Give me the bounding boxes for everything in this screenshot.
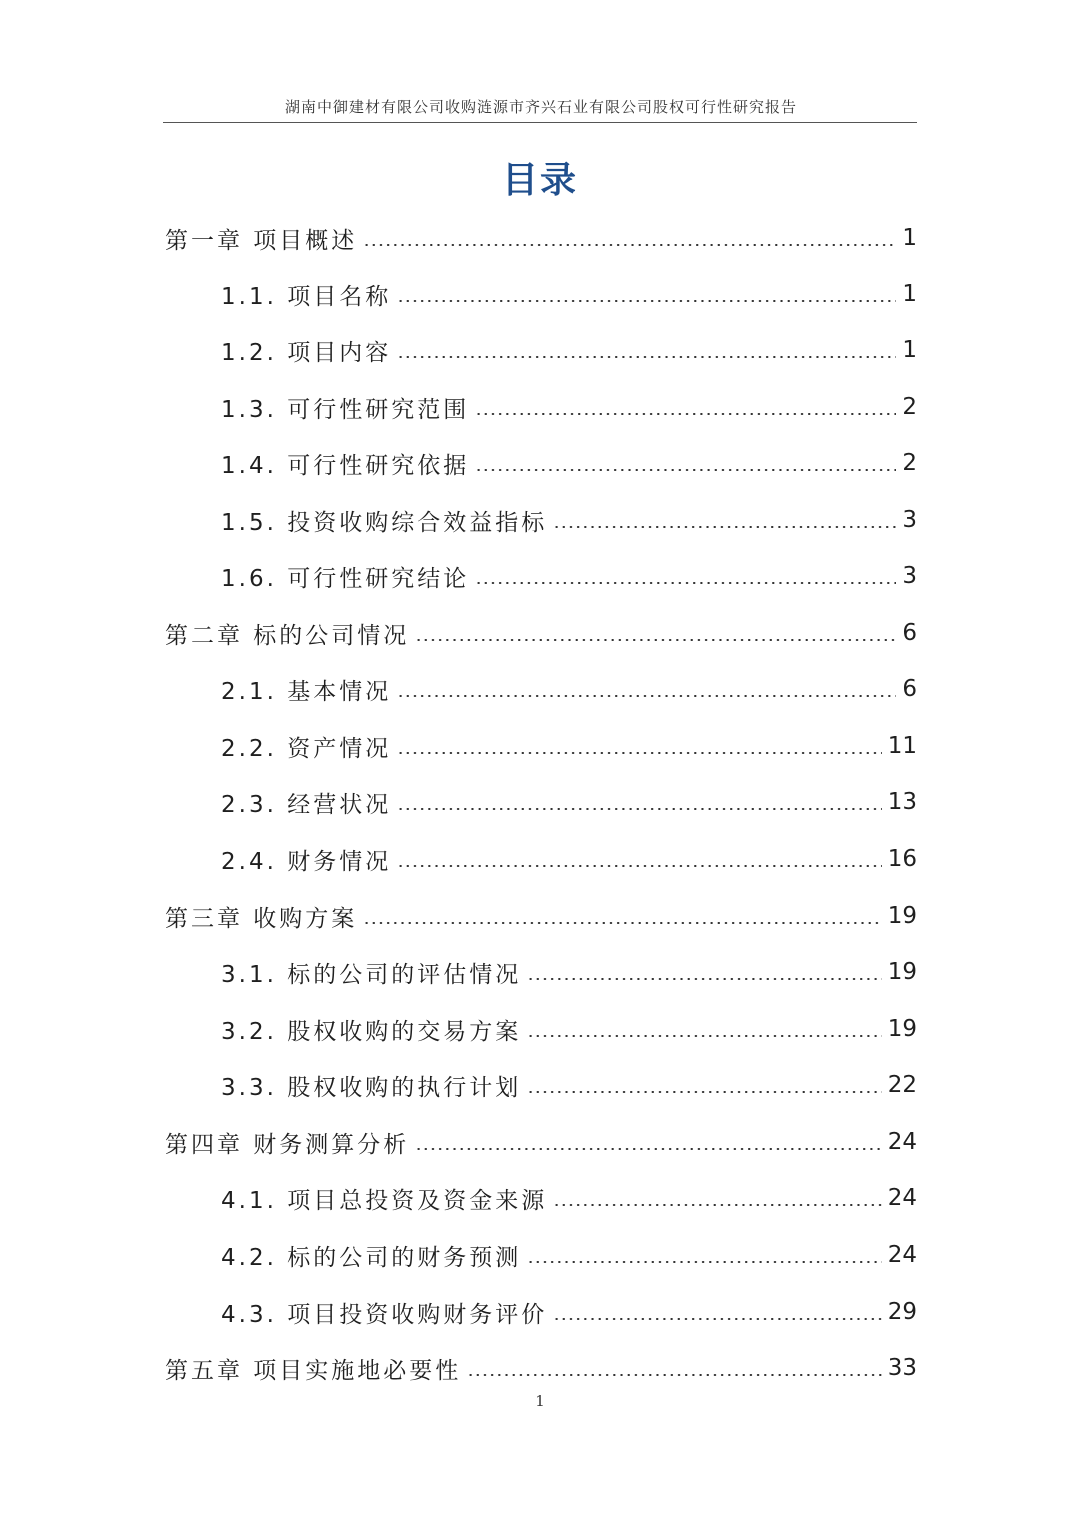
toc-entry[interactable] [221, 435, 917, 491]
toc-entry[interactable] [221, 1057, 917, 1113]
toc-entry[interactable] [221, 1001, 917, 1057]
toc-entry-page: 29 [887, 1299, 917, 1325]
toc-leader-dots [527, 978, 882, 980]
toc-entry[interactable] [221, 944, 917, 1000]
toc-entry-page: 24 [887, 1242, 917, 1268]
toc-leader-dots [527, 1091, 882, 1093]
running-header: 湖南中御建材有限公司收购涟源市齐兴石业有限公司股权可行性研究报告 [284, 98, 797, 116]
toc-entry[interactable] [221, 322, 917, 378]
toc-leader-dots [475, 582, 896, 584]
toc-entry-page: 3 [902, 507, 917, 533]
toc-entry-label: 2.2. 资产情况 [221, 735, 392, 762]
toc-entry[interactable] [165, 210, 917, 266]
toc-entry-page: 24 [887, 1129, 917, 1155]
toc-entry-page: 3 [902, 563, 917, 589]
toc-leader-dots [553, 1318, 882, 1320]
toc-leader-dots [527, 1035, 882, 1037]
toc-entry[interactable] [221, 1170, 917, 1226]
toc-leader-dots [475, 469, 896, 471]
toc-entry[interactable] [221, 492, 917, 548]
toc-entry-page: 1 [902, 225, 917, 251]
toc-entry[interactable] [165, 1114, 917, 1170]
toc-title: 目录 [501, 160, 578, 201]
toc-entry-label: 1.2. 项目内容 [221, 339, 392, 366]
toc-entry-label: 3.2. 股权收购的交易方案 [221, 1018, 522, 1045]
toc-leader-dots [553, 1204, 882, 1206]
toc-entry-label: 第二章 标的公司情况 [165, 622, 410, 649]
toc-entry-page: 1 [902, 281, 917, 307]
toc-entry-label: 2.1. 基本情况 [221, 678, 392, 705]
toc-entry-label: 1.3. 可行性研究范围 [221, 396, 470, 423]
toc-entry-page: 6 [902, 676, 917, 702]
toc-entry-page: 19 [887, 903, 917, 929]
toc-leader-dots [397, 808, 882, 810]
toc-entry-page: 33 [887, 1355, 917, 1381]
toc-entry[interactable] [221, 831, 917, 887]
toc-entry[interactable] [221, 266, 917, 322]
toc-entry-label: 2.3. 经营状况 [221, 791, 392, 818]
toc-leader-dots [415, 1148, 881, 1150]
toc-entry[interactable] [165, 1340, 917, 1396]
toc-entry-label: 第四章 财务测算分析 [165, 1131, 410, 1158]
toc-entry[interactable] [221, 379, 917, 435]
toc-leader-dots [397, 300, 896, 302]
toc-entry-label: 1.4. 可行性研究依据 [221, 452, 470, 479]
toc-leader-dots [397, 356, 896, 358]
toc-entry-page: 1 [902, 337, 917, 363]
toc-leader-dots [553, 526, 896, 528]
toc-leader-dots [475, 413, 896, 415]
toc-entry-label: 第一章 项目概述 [165, 227, 358, 254]
toc-leader-dots [527, 1261, 882, 1263]
toc-leader-dots [397, 865, 882, 867]
toc-entry-label: 1.5. 投资收购综合效益指标 [221, 509, 548, 536]
toc-entry-label: 2.4. 财务情况 [221, 848, 392, 875]
toc-leader-dots [415, 639, 896, 641]
toc-entry-label: 第五章 项目实施地必要性 [165, 1357, 462, 1384]
toc-entry[interactable] [221, 774, 917, 830]
toc-entry-label: 1.1. 项目名称 [221, 283, 392, 310]
toc-entry[interactable] [221, 548, 917, 604]
toc-entry[interactable] [221, 718, 917, 774]
toc-entry-page: 11 [887, 733, 917, 759]
page-number: 1 [535, 1392, 545, 1410]
toc-entry-label: 4.3. 项目投资收购财务评价 [221, 1301, 548, 1328]
toc-leader-dots [363, 922, 881, 924]
toc-entry-label: 1.6. 可行性研究结论 [221, 565, 470, 592]
toc-entry[interactable] [165, 888, 917, 944]
toc-leader-dots [397, 752, 882, 754]
toc-entry-label: 4.2. 标的公司的财务预测 [221, 1244, 522, 1271]
toc-entry-page: 2 [902, 450, 917, 476]
toc-entry[interactable] [165, 605, 917, 661]
toc-entry-page: 19 [887, 1016, 917, 1042]
toc-entry-page: 16 [887, 846, 917, 872]
toc-entry-label: 第三章 收购方案 [165, 905, 358, 932]
toc-leader-dots [467, 1374, 881, 1376]
toc-entry-page: 2 [902, 394, 917, 420]
toc-entry[interactable] [221, 1284, 917, 1340]
toc-entry[interactable] [221, 1227, 917, 1283]
toc-entry-label: 3.3. 股权收购的执行计划 [221, 1074, 522, 1101]
toc-leader-dots [397, 695, 896, 697]
toc-entry-page: 13 [887, 789, 917, 815]
toc-entry[interactable] [221, 661, 917, 717]
toc-entry-page: 19 [887, 959, 917, 985]
toc-entry-label: 4.1. 项目总投资及资金来源 [221, 1187, 548, 1214]
toc-entry-page: 24 [887, 1185, 917, 1211]
toc-entry-page: 22 [887, 1072, 917, 1098]
toc-leader-dots [363, 244, 896, 246]
header-rule [163, 122, 917, 123]
toc-entry-page: 6 [902, 620, 917, 646]
toc-entry-label: 3.1. 标的公司的评估情况 [221, 961, 522, 988]
